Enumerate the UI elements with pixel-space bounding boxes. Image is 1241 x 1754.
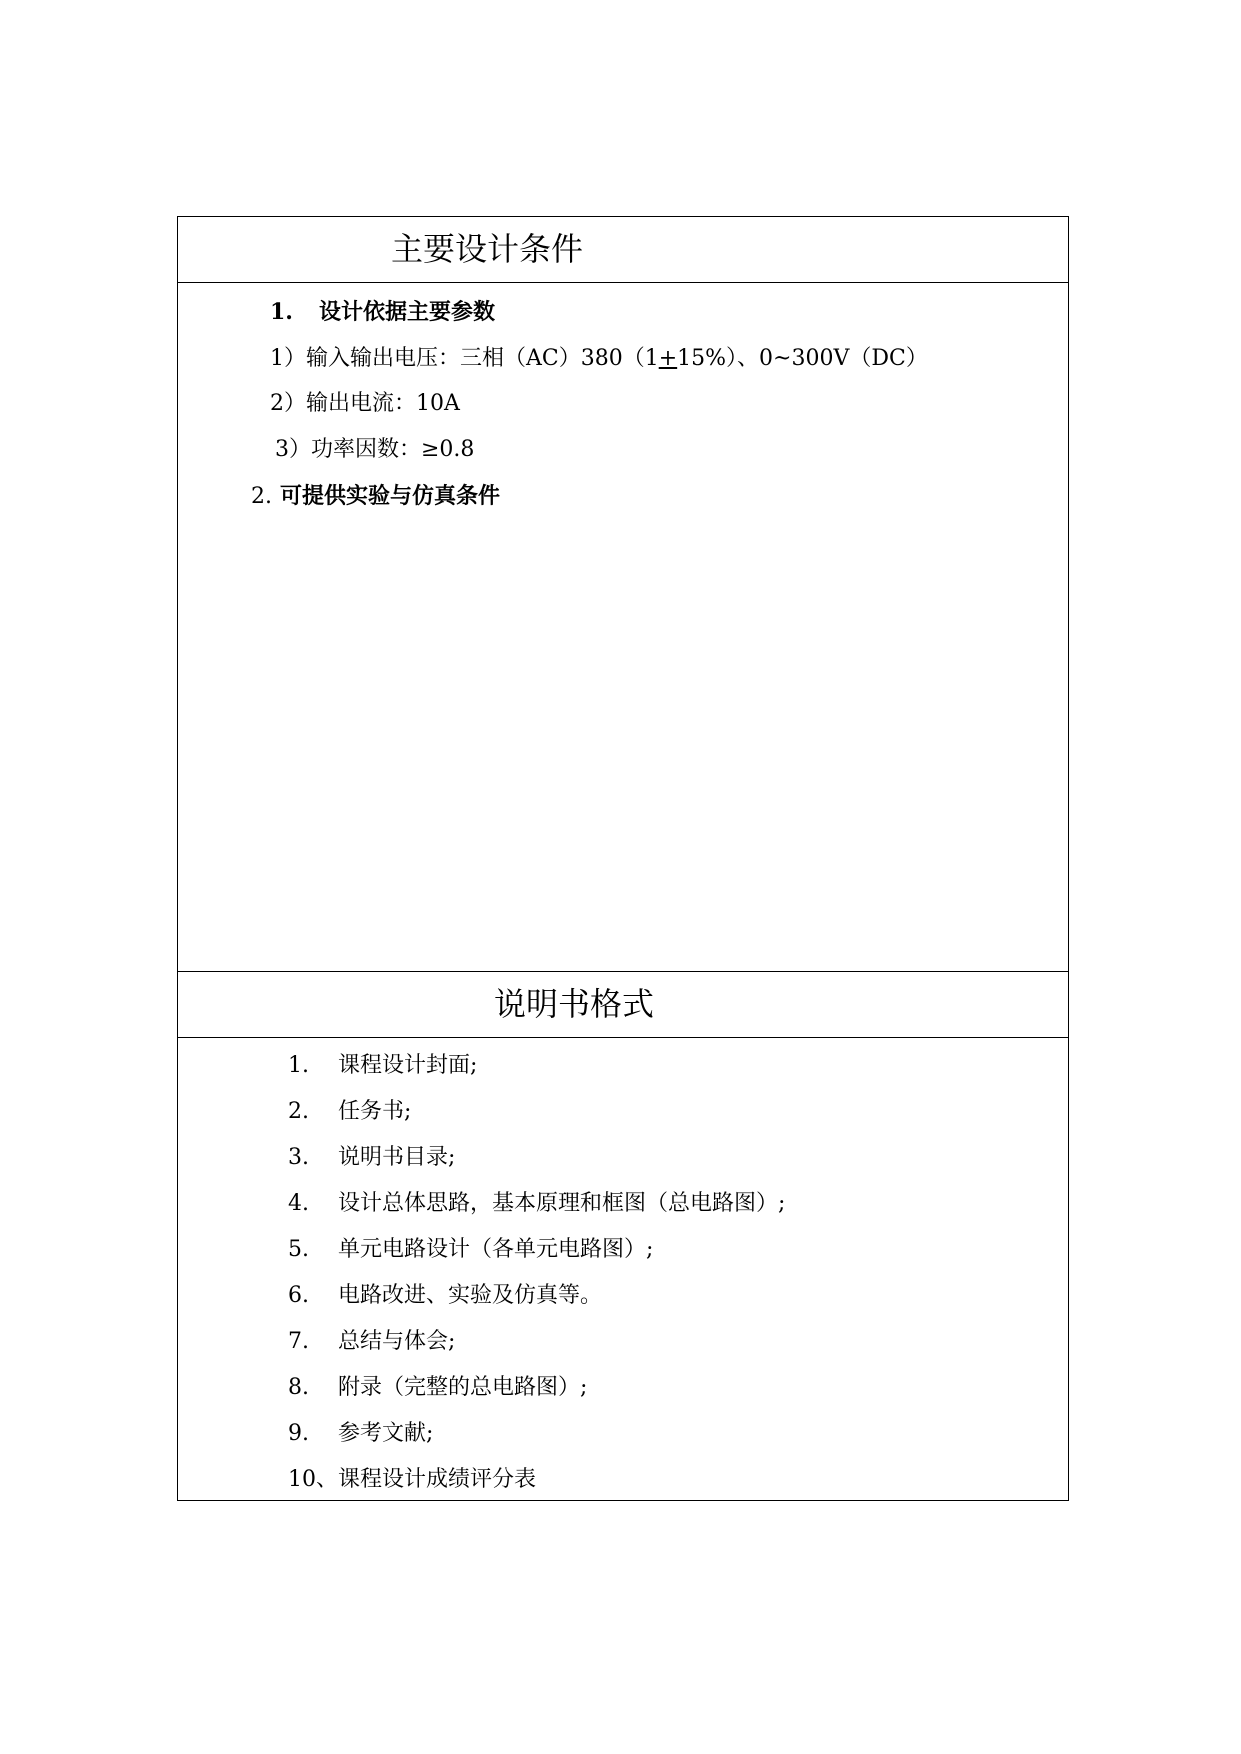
list-item	[288, 1423, 433, 1445]
param-voltage	[270, 348, 928, 370]
list-item-num: 1.	[288, 1053, 309, 1078]
list-item-num: 9.	[288, 1421, 309, 1446]
section-title: 说明书格式	[494, 985, 655, 1023]
list-item-num: 3.	[288, 1145, 309, 1170]
list-item-num: 2.	[288, 1099, 309, 1124]
section-header-design-conditions	[178, 217, 1068, 283]
param-current: 2）输出电流：10A	[270, 391, 460, 416]
list-item-text: 设计总体思路，基本原理和框图（总电路图）;	[338, 1191, 786, 1216]
list-item	[288, 1285, 602, 1307]
params-heading-num: 1.	[270, 299, 293, 325]
section-title: 主要设计条件	[391, 230, 584, 268]
list-item	[288, 1239, 653, 1261]
experiment-heading-num: 2.	[251, 484, 272, 509]
param-voltage-prefix: 1）输入输出电压：三相（AC）380（1	[270, 346, 659, 371]
list-item	[288, 1193, 785, 1215]
experiment-heading-text: 可提供实验与仿真条件	[280, 483, 501, 509]
design-conditions-table	[177, 216, 1069, 1501]
list-item-last: 10、课程设计成绩评分表	[288, 1467, 536, 1492]
params-heading-text: 设计依据主要参数	[318, 299, 495, 325]
list-item-text: 总结与体会;	[338, 1329, 456, 1354]
list-item-text: 课程设计封面;	[338, 1053, 478, 1078]
list-item	[288, 1331, 455, 1353]
param-voltage-suffix: 15%）、0~300V（DC）	[677, 346, 928, 371]
param-voltage-plusminus: +	[658, 346, 678, 371]
list-item-num: 8.	[288, 1375, 309, 1400]
experiment-heading	[251, 485, 500, 508]
list-item-num: 6.	[288, 1283, 309, 1308]
list-item-num: 4.	[288, 1191, 309, 1216]
list-item-text: 任务书;	[338, 1099, 412, 1124]
list-item-text: 说明书目录;	[338, 1145, 456, 1170]
section-header-manual-format	[178, 971, 1068, 1038]
list-item-num: 5.	[288, 1237, 309, 1262]
list-item-text: 单元电路设计（各单元电路图）;	[338, 1237, 654, 1262]
list-item-num: 7.	[288, 1329, 309, 1354]
params-heading	[270, 301, 495, 323]
list-item	[288, 1377, 587, 1399]
list-item-text: 电路改进、实验及仿真等。	[338, 1283, 603, 1308]
list-item-text: 附录（完整的总电路图）;	[338, 1375, 588, 1400]
list-item-text: 参考文献;	[338, 1421, 434, 1446]
list-item	[288, 1147, 455, 1169]
param-power-factor: 3）功率因数：≥0.8	[275, 437, 475, 462]
list-item	[288, 1101, 411, 1123]
list-item	[288, 1055, 477, 1077]
